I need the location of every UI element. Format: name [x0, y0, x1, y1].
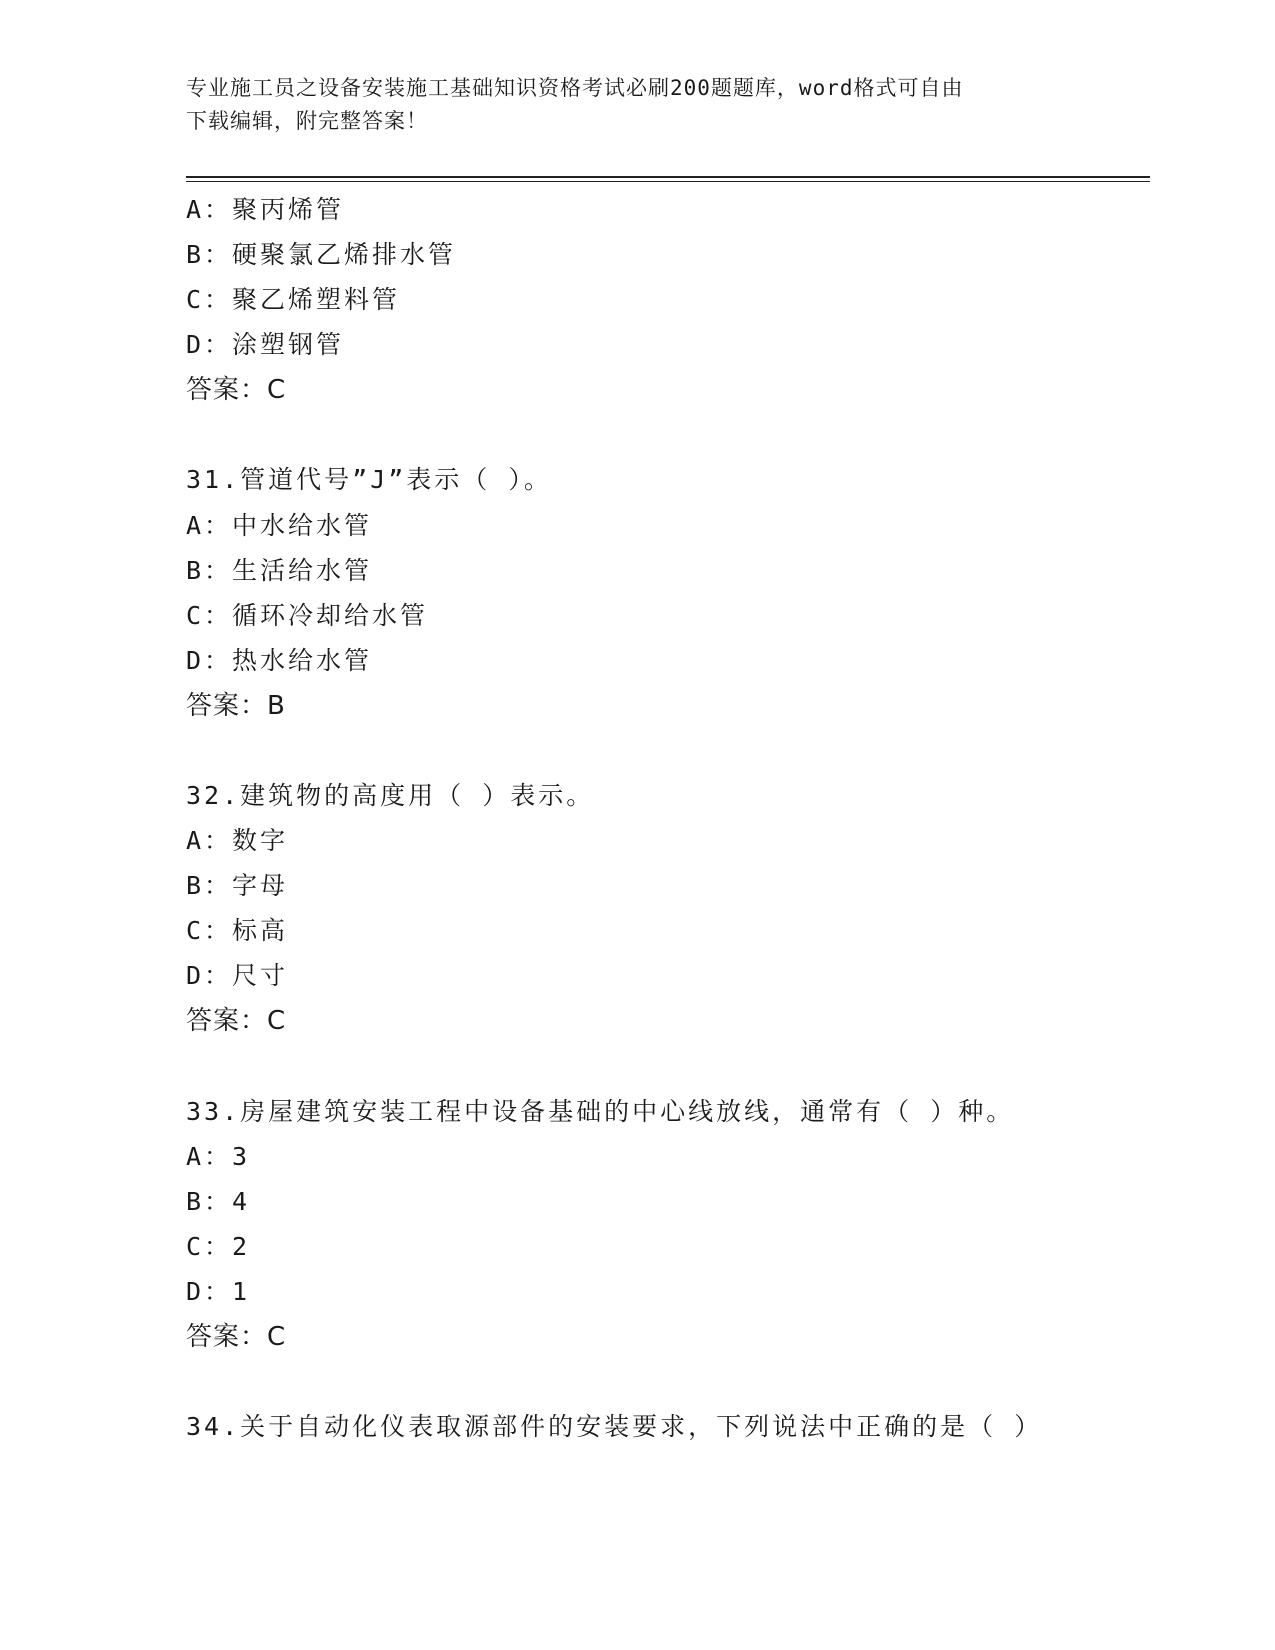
q31-answer: 答案：B — [186, 691, 286, 721]
q32-option-c: C：标高 — [186, 916, 289, 945]
q33-option-a: A：3 — [186, 1142, 251, 1171]
q30-option-b: B：硬聚氯乙烯排水管 — [186, 240, 457, 269]
header-rule-thin — [186, 181, 1150, 182]
q33-option-c: C：2 — [186, 1232, 251, 1261]
q32-option-b: B：字母 — [186, 871, 289, 900]
header-line-2: 下载编辑，附完整答案！ — [186, 109, 428, 133]
q33-option-b: B：4 — [186, 1187, 251, 1216]
header-line-1: 专业施工员之设备安装施工基础知识资格考试必刷200题题库，word格式可自由 — [186, 76, 964, 100]
document-header — [186, 72, 1066, 138]
q30-option-c: C：聚乙烯塑料管 — [186, 285, 401, 314]
q31-option-a: A：中水给水管 — [186, 511, 373, 540]
q31-option-c: C：循环冷却给水管 — [186, 601, 429, 630]
q32-answer: 答案：C — [186, 1006, 287, 1036]
q32-option-a: A：数字 — [186, 826, 289, 855]
q33-option-d: D：1 — [186, 1277, 251, 1306]
q30-option-d: D：涂塑钢管 — [186, 330, 345, 359]
q31-option-d: D：热水给水管 — [186, 646, 373, 675]
q34-question: 34.关于自动化仪表取源部件的安装要求，下列说法中正确的是（ ） — [186, 1412, 1043, 1441]
q31-question: 31.管道代号”J”表示（ ）。 — [186, 465, 552, 494]
q31-option-b: B：生活给水管 — [186, 556, 373, 585]
q30-option-a: A：聚丙烯管 — [186, 195, 345, 224]
q33-question: 33.房屋建筑安装工程中设备基础的中心线放线，通常有（ ）种。 — [186, 1097, 1015, 1126]
header-rule-thick — [186, 176, 1150, 178]
q30-answer: 答案：C — [186, 375, 287, 405]
q33-answer: 答案：C — [186, 1322, 287, 1352]
q32-option-d: D：尺寸 — [186, 961, 289, 990]
q32-question: 32.建筑物的高度用（ ）表示。 — [186, 781, 595, 810]
